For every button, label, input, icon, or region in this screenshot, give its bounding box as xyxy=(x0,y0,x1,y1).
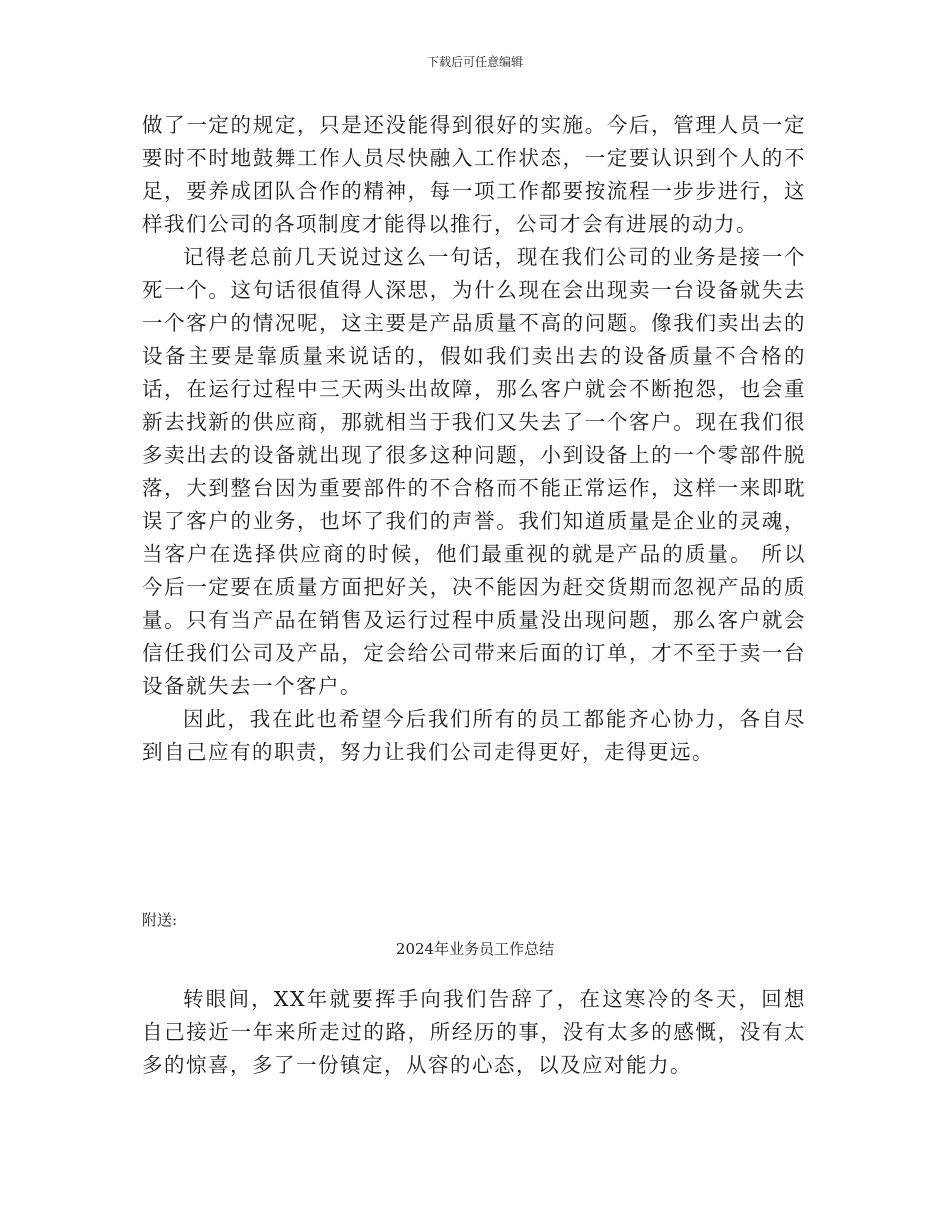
page-header: 下载后可任意编辑 xyxy=(426,55,523,69)
main-text-block xyxy=(142,109,806,769)
paragraph-continued: 做了一定的规定，只是还没能得到很好的实施。今后，管理人员一定要时不时地鼓舞工作人员尽快融入工作状态，一定要认识到个人的不足，要养成团队合作的精神，每一项工作都要按流程一步步进行，这样我们公司的各项制度才能得以推行，公司才会有进展的动力。 xyxy=(142,113,806,236)
appendix-label: 附送: xyxy=(142,911,178,929)
paragraph-quality: 记得老总前几天说过这么一句话，现在我们公司的业务是接一个死一个。这句话很值得人深思，为什么现在会出现卖一台设备就失去一个客户的情况呢，这主要是产品质量不高的问题。像我们卖出去的设备主要是靠质量来说话的，假如我们卖出去的设备质量不合格的话，在运行过程中三天两头出故障，那么客户就会不断抱怨，也会重新去找新的供应商，那就相当于我们又失去了一个客户。现在我们很多卖出去的设备就出现了很多这种问题，小到设备上的一个零部件脱落，大到整台因为重要部件的不合格而不能正常运作，这样一来即耽误了客户的业务，也坏了我们的声誉。我们知道质量是企业的灵魂，当客户在选择供应商的时候，他们最重视的就是产品的质量。 所以今后一定要在质量方面把好关，决不能因为赶交货期而忽视产品的质量。只有当产品在销售及运行过程中质量没出现问题，那么客户就会信任我们公司及产品，定会给公司带来后面的订单，才不至于卖一台设备就失去一个客户。 xyxy=(142,245,806,698)
appendix-title: 2024年业务员工作总结 xyxy=(395,940,555,958)
paragraph-conclusion: 因此，我在此也希望今后我们所有的员工都能齐心协力，各自尽到自己应有的职责，努力让我们公司走得更好，走得更远。 xyxy=(142,707,806,764)
appendix-paragraph: 转眼间，XX年就要挥手向我们告辞了，在这寒冷的冬天，回想自己接近一年来所走过的路，所经历的事，没有太多的感慨，没有太多的惊喜，多了一份镇定，从容的心态，以及应对能力。 xyxy=(142,987,806,1077)
appendix-text-block xyxy=(142,983,806,1082)
